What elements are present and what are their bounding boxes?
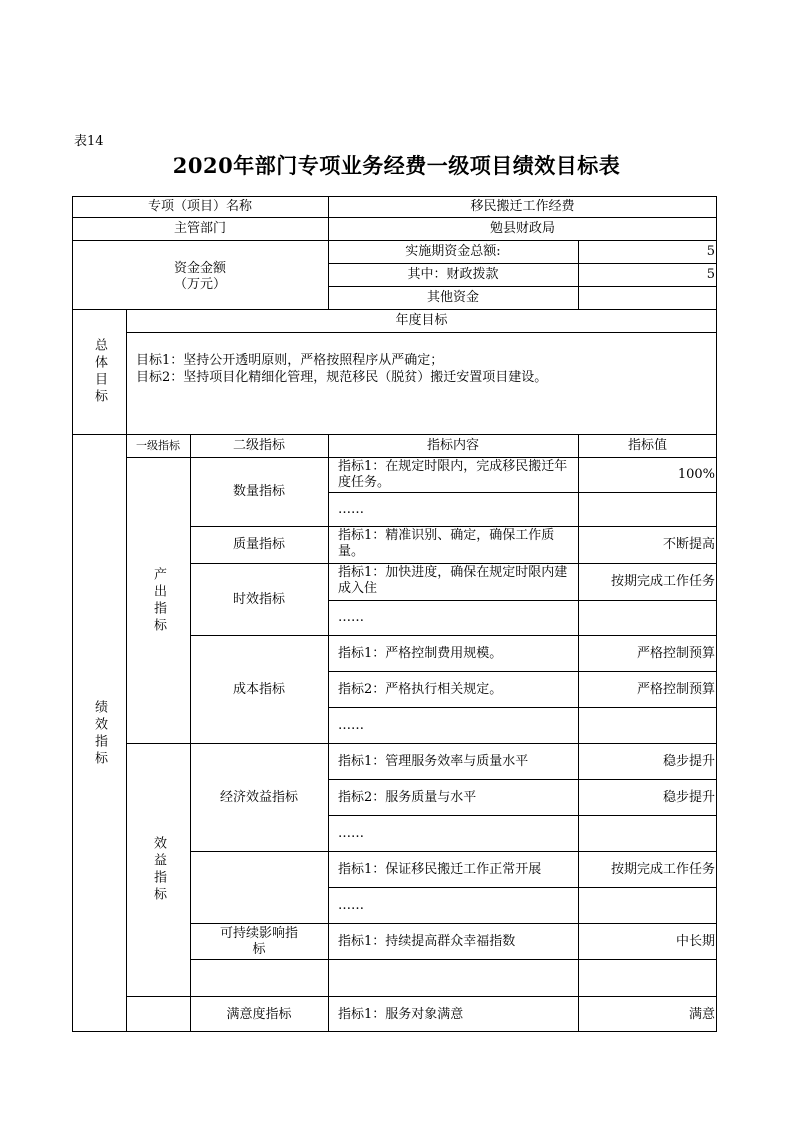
output-indicator-label: 产出指标 bbox=[151, 566, 166, 635]
other-fund-value bbox=[578, 287, 717, 309]
quality-indicator: 质量指标 bbox=[232, 537, 285, 552]
cost-content-1: 指标1：严格控制费用规模。 bbox=[338, 645, 503, 661]
other-fund-label: 其他资金 bbox=[426, 290, 479, 305]
social-content-1: 指标1：保证移民搬迁工作正常开展 bbox=[338, 861, 542, 877]
cost-value-1: 严格控制预算 bbox=[636, 645, 715, 661]
sustainable-impact-indicator: 可持续影响指标 bbox=[219, 925, 298, 957]
page-title: 2020年部门专项业务经费一级项目绩效目标表 bbox=[172, 153, 621, 178]
value-header: 指标值 bbox=[627, 438, 667, 453]
goal-1: 目标1：坚持公开透明原则，严格按照程序从严确定； bbox=[136, 353, 444, 368]
cost-content-more: …… bbox=[338, 717, 364, 733]
social-content-more: …… bbox=[338, 897, 364, 913]
total-fund-label: 实施期资金总额: bbox=[405, 244, 501, 259]
economic-content-1: 指标1：管理服务效率与质量水平 bbox=[338, 753, 529, 769]
fund-unit-label: （万元） bbox=[173, 277, 226, 292]
level2-header: 二级指标 bbox=[232, 438, 285, 453]
goal-2: 目标2：坚持项目化精细化管理，规范移民（脱贫）搬迁安置项目建设。 bbox=[136, 370, 548, 385]
annual-goal-label: 年度目标 bbox=[395, 313, 448, 328]
table-number: 表14 bbox=[74, 134, 104, 149]
fund-amount-label: 资金金额 bbox=[173, 261, 226, 276]
satisfaction-indicator: 满意度指标 bbox=[226, 1006, 292, 1022]
timeliness-indicator: 时效指标 bbox=[232, 591, 285, 607]
department-value: 勉县财政局 bbox=[489, 221, 555, 236]
economic-content-2: 指标2：服务质量与水平 bbox=[338, 789, 477, 805]
economic-content-more: …… bbox=[338, 825, 364, 841]
department-label: 主管部门 bbox=[173, 221, 226, 236]
quantity-content-more: …… bbox=[338, 501, 364, 517]
cost-content-2: 指标2：严格执行相关规定。 bbox=[338, 681, 503, 697]
quality-content-1: 指标1：精准识别、确定，确保工作质量。 bbox=[338, 528, 555, 559]
cost-indicator: 成本指标 bbox=[232, 681, 285, 697]
benefit-indicator-label: 效益指标 bbox=[151, 836, 166, 904]
quantity-indicator: 数量指标 bbox=[232, 484, 285, 499]
economic-value-2: 稳步提升 bbox=[662, 789, 715, 805]
satisfaction-value-1: 满意 bbox=[688, 1006, 715, 1022]
timeliness-value-1: 按期完成工作任务 bbox=[610, 574, 715, 589]
sustain-value-1: 中长期 bbox=[675, 933, 715, 949]
performance-table bbox=[72, 196, 717, 1032]
social-value-1: 按期完成工作任务 bbox=[610, 861, 715, 877]
fiscal-fund-value: 5 bbox=[706, 267, 715, 282]
quality-value-1: 不断提高 bbox=[662, 537, 715, 552]
fiscal-fund-label: 其中：财政拨款 bbox=[407, 267, 499, 282]
cost-value-2: 严格控制预算 bbox=[636, 681, 715, 697]
quantity-content-1: 指标1：在规定时限内，完成移民搬迁年度任务。 bbox=[338, 459, 568, 490]
project-name-value: 移民搬迁工作经费 bbox=[470, 199, 575, 214]
level1-header: 一级指标 bbox=[136, 439, 180, 452]
economic-benefit-indicator: 经济效益指标 bbox=[219, 789, 298, 805]
content-header: 指标内容 bbox=[426, 438, 479, 453]
total-fund-value: 5 bbox=[706, 244, 715, 259]
timeliness-content-more: …… bbox=[338, 610, 364, 625]
quantity-value-1: 100% bbox=[677, 467, 715, 482]
timeliness-content-1: 指标1：加快进度，确保在规定时限内建成入住 bbox=[338, 565, 568, 596]
satisfaction-content-1: 指标1：服务对象满意 bbox=[338, 1006, 464, 1022]
performance-indicator-label: 绩效指标 bbox=[92, 699, 107, 768]
sustain-content-1: 指标1：持续提高群众幸福指数 bbox=[338, 933, 516, 949]
economic-value-1: 稳步提升 bbox=[662, 753, 715, 769]
overall-goal-label: 总体目标 bbox=[92, 338, 107, 406]
annual-goal-text bbox=[136, 352, 547, 386]
project-name-label: 专项（项目）名称 bbox=[147, 199, 252, 214]
